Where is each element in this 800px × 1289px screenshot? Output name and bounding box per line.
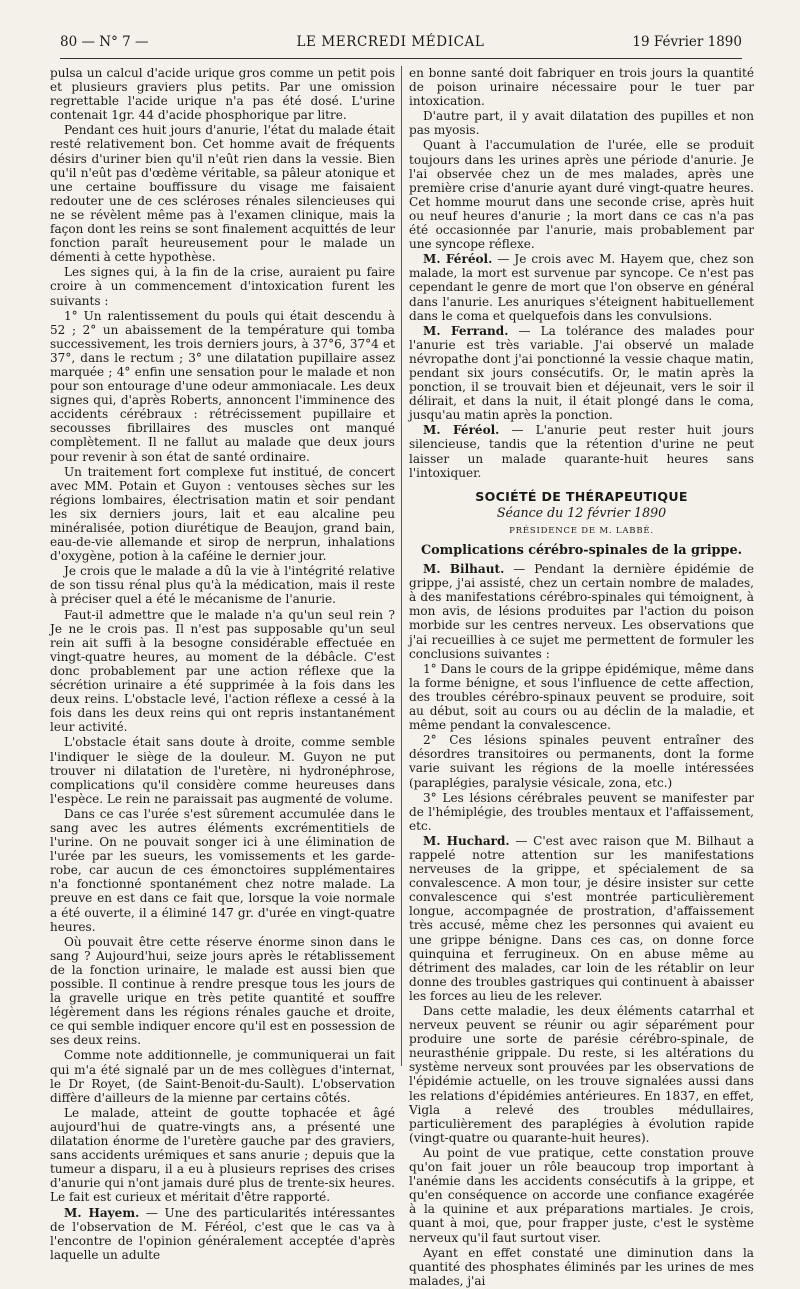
- paragraph-text: — La tolérance des malades pour l'anurie est très variable. J'ai observé un malade névropathe dont j'ai ponctionné la vessie chaque matin, pendant six jours consécutifs. Or, le matin après la ponction, il se trouvait bien et déjeunait, vers le soir il délirait, et dans la nuit, il était plongé dans le coma, jusqu'au matin après la ponction.: [409, 323, 754, 423]
- paragraph: [409, 109, 754, 137]
- paragraph: [50, 123, 395, 264]
- paragraph: [50, 608, 395, 735]
- paragraph-text: Un traitement fort complexe fut institué, de concert avec MM. Potain et Guyon : ventouses sèches sur les régions lombaires, électrisation matin et soir pendant les six derniers jours, lait et eau alcaline peu minéralisée, potion diurétique de Beaujon, grand bain, eau-de-vie allemande et sirop de nerprun, inhalations d'oxygène, potion à la caféine le dernier jour.: [50, 464, 395, 564]
- paragraph: [50, 564, 395, 606]
- page-number: 80 — N° 7 —: [60, 34, 149, 50]
- paragraph: [409, 423, 754, 479]
- paragraph-text: 1° Dans le cours de la grippe épidémique, même dans la forme bénigne, et sous l'influence de cette affection, des troubles cérébro-spinaux peuvent se produire, soit au début, soit au cours ou au déclin de la maladie, et même pendant la convalescence.: [409, 661, 754, 733]
- paragraph-text: 1° Un ralentissement du pouls qui était descendu à 52 ; 2° un abaissement de la température qui tomba successivement, les trois derniers jours, à 37°6, 37°4 et 37°, dans le rectum ; 3° une dilatation pupillaire assez marquée ; 4° enfin une sensation pour le malade et non pour son entourage d'une odeur ammoniacale. Les deux signes qui, d'après Roberts, annoncent l'imminence des accidents cérébraux : rétrécissement pupillaire et secousses fibrillaires des muscles ont manqué complètement. Il ne fallut au malade que deux jours pour revenir à son état de santé ordinaire.: [50, 308, 395, 464]
- paragraph-text: Dans cette maladie, les deux éléments catarrhal et nerveux peuvent se réunir ou agir séparément pour produire une sorte de parésie cérébro-spinale, de neurasthénie grippale. Du reste, si les altérations du système nerveux sont prouvées par les observations de l'épidémie actuelle, on les trouve signalées aussi dans les relations d'épidémies antérieures. En 1837, en effet, Vigla a relevé des troubles médullaires, particulièrement des paraplégies à évolution rapide (vingt-quatre ou quarante-huit heures).: [409, 1004, 754, 1145]
- society-heading: SOCIÉTÉ DE THÉRAPEUTIQUE: [475, 488, 688, 504]
- paragraph: [409, 662, 754, 732]
- paragraph-text: — Pendant la dernière épidémie de grippe, j'ai assisté, chez un certain nombre de malades, à des manifestations cérébro-spinales qui témoignent, à mon avis, de lésions produites par l'action du poison morbide sur les centres nerveux. Les observations que j'ai recueillies à ce sujet me permettent de formuler les conclusions suivantes :: [409, 562, 755, 661]
- speaker-name: M. Huchard.: [423, 833, 510, 848]
- paragraph: [409, 324, 754, 423]
- paragraph: [50, 935, 395, 1048]
- paragraph-text: — Une des particularités intéressantes de l'observation de M. Féréol, c'est que le cas va à l'encontre de l'opinion généralement acceptée d'après laquelle un adulte: [50, 1205, 395, 1262]
- paragraph-text: Au point de vue pratique, cette constation prouve qu'on fait jouer un rôle beaucoup trop important à l'anémie dans les accidents consécutifs à la grippe, et qu'en conséquence on accorde une confiance exagérée à la quinine et aux préparations martiales. Je crois, quant à moi, que, pour frapper juste, c'est le système nerveux qu'il faut surtout viser.: [409, 1145, 754, 1245]
- speaker-name: M. Bilhaut.: [423, 562, 505, 577]
- paragraph-text: Ayant en effet constaté une diminution dans la quantité des phosphates éliminés par les urines de mes malades, j'ai: [409, 1245, 754, 1288]
- paragraph: [50, 1206, 395, 1262]
- paragraph-text: Pendant ces huit jours d'anurie, l'état du malade était resté relativement bon. Cet homme avait de fréquents désirs d'uriner bien qu'il n'eût rien dans la vessie. Bien qu'il n'eût pas d'œdème véritable, sa pâleur atonique et une certaine bouffissure du visage me faisaient redouter une de ces scléroses rénales silencieuses qui ne se révèlent même pas à l'examen clinique, mais la façon dont les reins se sont finalement acquittés de leur fonction paraît heureusement pour le malade un démenti à cette hypothèse.: [50, 123, 395, 265]
- paragraph: [50, 465, 395, 564]
- paragraph: [409, 1246, 754, 1288]
- left-column: [50, 66, 395, 1263]
- paragraph: [409, 791, 754, 833]
- paragraph: [409, 562, 754, 661]
- paragraph: [50, 1106, 395, 1205]
- speaker-name: M. Hayem.: [64, 1205, 140, 1220]
- article-subject: Complications cérébro-spinales de la grippe.: [420, 543, 743, 558]
- header-rule: [60, 58, 742, 59]
- issue-date: 19 Février 1890: [632, 34, 742, 50]
- paragraph-text: Comme note additionnelle, je communiquerai un fait qui m'a été signalé par un de mes collègues d'internat, le Dr Royet, (de Saint-Benoit-du-Sault). L'observation diffère d'ailleurs de la mienne par certains côtés.: [50, 1048, 395, 1105]
- presidence-line: PRÉSIDENCE DE M. LABBÉ.: [509, 525, 654, 536]
- paragraph: [50, 735, 395, 805]
- speaker-name: M. Féréol.: [423, 252, 493, 267]
- paragraph-text: Faut-il admettre que le malade n'a qu'un seul rein ? Je ne le crois pas. Il n'est pas supposable qu'un seul rein ait suffi à la besogne considérable effectuée en vingt-quatre heures, au moment de la débâcle. C'est donc probablement par une action réflexe que la sécrétion urinaire a été supprimée à la fois dans les deux reins. L'obstacle levé, l'action réflexe a cessé à la fois dans les deux reins qui ont repris instantanément leur activité.: [50, 607, 395, 735]
- paragraph-text: Je crois que le malade a dû la vie à l'intégrité relative de son tissu rénal plus qu'à la médication, mais il reste à préciser quel a été le mécanisme de l'anurie.: [50, 564, 395, 607]
- paragraph: [409, 834, 754, 1003]
- paragraph: [409, 1146, 754, 1245]
- society-discussion: [409, 562, 754, 1288]
- paragraph-text: Où pouvait être cette réserve énorme sinon dans le sang ? Aujourd'hui, seize jours après le rétablissement de la fonction urinaire, le malade est aussi bien que possible. Il continue à rendre presque tous les jours de la gravelle urique en très petite quantité et souffre légèrement dans les régions rénales gauche et droite, ce qui semble indiquer encore qu'il est en possession de ses deux reins.: [50, 934, 395, 1048]
- paragraph-text: en bonne santé doit fabriquer en trois jours la quantité de poison urinaire nécessaire pour le tuer par intoxication.: [409, 66, 754, 109]
- speaker-name: M. Ferrand.: [423, 323, 509, 338]
- paragraph: [50, 807, 395, 934]
- paragraph-text: Quant à l'accumulation de l'urée, elle se produit toujours dans les urines après une période d'anurie. Je l'ai observée chez un de mes malades, après une première crise d'anurie ayant duré vingt-quatre heures. Cet homme mourut dans une seconde crise, après huit ou neuf heures d'anurie ; la mort dans ce cas n'a pas été occasionnée par l'anurie, mais probablement par une syncope réflexe.: [409, 138, 754, 252]
- paragraph-text: — Je crois avec M. Hayem que, chez son malade, la mort est survenue par syncope. Ce n'est pas cependant le genre de mort que l'on observe en général dans l'anurie. Les anuriques s'éteignent habituellement dans le coma et quelquefois dans les convulsions.: [409, 252, 754, 323]
- paragraph: [409, 1004, 754, 1145]
- column-divider: [401, 66, 402, 1066]
- paragraph-text: Le malade, atteint de goutte tophacée et âgé aujourd'hui de quatre-vingts ans, a présenté une dilatation énorme de l'uretère gauche par des graviers, sans accidents urémiques et sans anurie ; depuis que la tumeur a disparu, il a eu à plusieurs reprises des crises d'anurie qui n'ont jamais duré plus de trente-six heures. Le fait est curieux et méritait d'être rapporté.: [50, 1105, 395, 1205]
- paragraph: [409, 66, 754, 108]
- paragraph: [409, 733, 754, 789]
- paragraph-text: 3° Les lésions cérébrales peuvent se manifester par de l'hémiplégie, des troubles mentaux et l'affaissement, etc.: [409, 790, 754, 833]
- speaker-name: M. Féréol.: [423, 423, 500, 438]
- paragraph-text: D'autre part, il y avait dilatation des pupilles et non pas myosis.: [409, 109, 754, 138]
- paragraph-text: Dans ce cas l'urée s'est sûrement accumulée dans le sang avec les autres éléments excrémentitiels de l'urine. On ne pouvait songer ici à une élimination de l'urée par les sueurs, les vomissements et les garde-robe, car aucun de ces émonctoires supplémentaires n'a fonctionné spontanément chez notre malade. La preuve en est dans ce fait que, lorsque la voie normale a été ouverte, il a éliminé 147 gr. d'urée en vingt-quatre heures.: [50, 806, 395, 934]
- paragraph: [50, 265, 395, 307]
- paragraph: [409, 252, 754, 322]
- paragraph: [50, 66, 395, 122]
- right-column: [409, 66, 754, 1289]
- journal-title: LE MERCREDI MÉDICAL: [296, 34, 485, 50]
- paragraph-text: pulsa un calcul d'acide urique gros comme un petit pois et plusieurs graviers plus petits. Par une omission regrettable l'acide urique n'a pas été dosé. L'urine contenait 1gr. 44 d'acide phosphorique par litre.: [50, 66, 395, 123]
- paragraph-text: L'obstacle était sans doute à droite, comme semble l'indiquer le siège de la douleur. M. Guyon ne put trouver ni dilatation de l'uretère, ni hydronéphrose, complications qu'il considère comme heureuses dans l'espèce. Le rein ne paraissait pas augmenté de volume.: [50, 735, 395, 806]
- paragraph-text: — L'anurie peut rester huit jours silencieuse, tandis que la rétention d'urine ne peut laisser un malade quarante-huit heures sans l'intoxiquer.: [409, 423, 754, 480]
- paragraph-text: Les signes qui, à la fin de la crise, auraient pu faire croire à un commencement d'intoxication furent les suivants :: [50, 265, 395, 308]
- paragraph: [50, 309, 395, 464]
- paragraph-text: — C'est avec raison que M. Bilhaut a rappelé notre attention sur les manifestations nerveuses de la grippe, et spécialement de sa convalescence. A mon tour, je désire insister sur cette convalescence qui s'est montrée particulièrement longue, accompagnée de prostration, d'affaissement très accusé, même chez les personnes qui avaient eu une grippe bénigne. Dans ces cas, on donne force quinquina et ferrugineux. On en abuse même au détriment des malades, car loin de les rétablir on leur donne des troubles gastriques qui continuent à abaisser les forces au lieu de les relever.: [409, 833, 754, 1003]
- seance-date: Séance du 12 février 1890: [496, 504, 667, 520]
- page-header: [60, 34, 742, 56]
- paragraph-text: 2° Ces lésions spinales peuvent entraîner des désordres transitoires ou permanents, dont la forme varie suivant les régions de la moelle intéressées (paraplégies, paralysie vésicale, zona, etc.): [409, 733, 754, 790]
- paragraph: [50, 1048, 395, 1104]
- paragraph: [409, 138, 754, 251]
- discussion-continued: [409, 66, 754, 480]
